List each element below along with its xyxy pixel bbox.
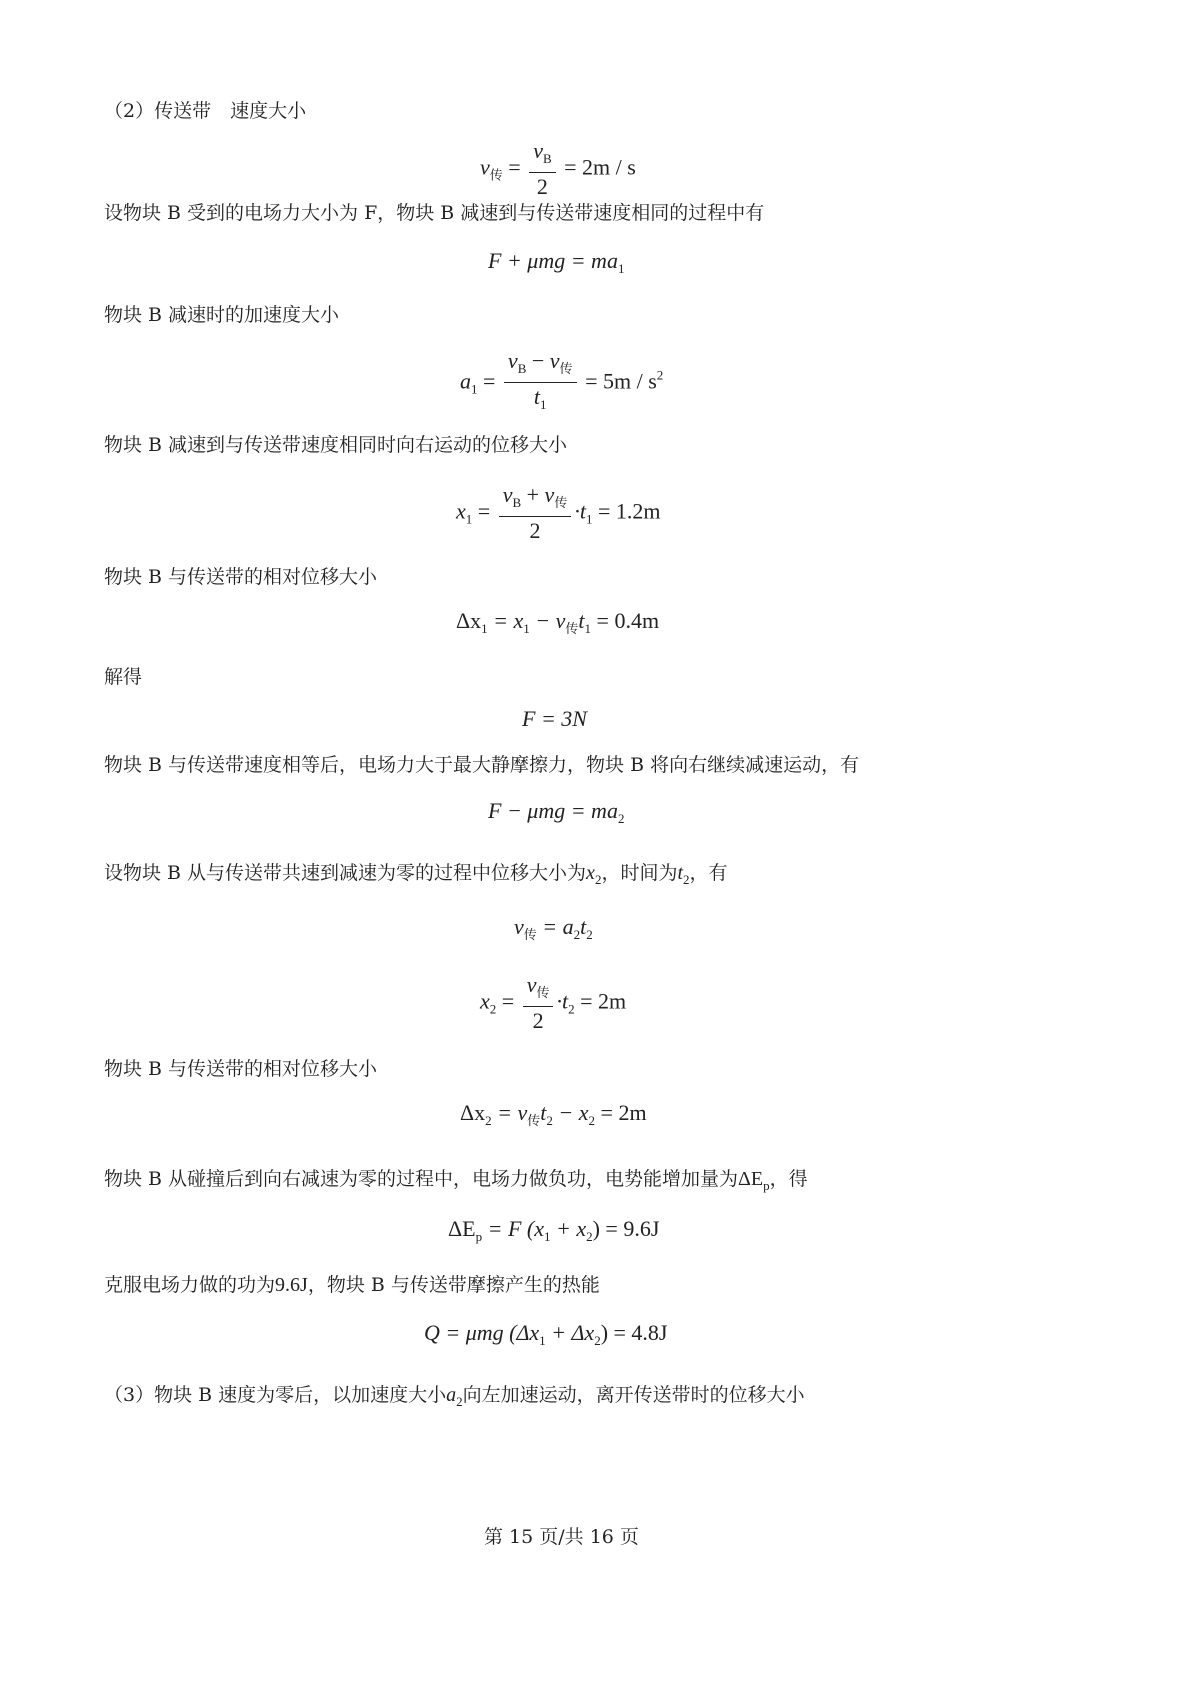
text-deceleration: 物块 B 减速时的加速度大小 [104, 304, 340, 326]
text-relative-displacement-1: 物块 B 与传送带的相对位移大小 [104, 566, 378, 588]
page-footer: 第 15 页/共 16 页 [484, 1526, 639, 1548]
text-displacement-1: 物块 B 减速到与传送带速度相同时向右运动的位移大小 [104, 434, 568, 456]
equation-heat: Q = μmg $(\Delta x_1 + \Delta x_2) = 4.8J$ [424, 1320, 668, 1348]
text-work-heat: 克服电场力做的功为9.6J，物块 B 与传送带摩擦产生的热能 [104, 1274, 600, 1296]
equation-newton-2: $F - \mu mg = ma_2$ [488, 798, 625, 826]
section-2-heading: （2）传送带 速度大小 [104, 100, 307, 122]
section-3-text: （3）物块 B 速度为零后，以加速度大小$a_2$向左加速运动，离开传送带时的位移大小 [104, 1384, 805, 1409]
equation-potential-energy: $\Delta E_p = F$ $(x_1 + x_2) = 9.6J$ [448, 1216, 660, 1244]
equation-displacement-1: $x_1$ = $\frac{v_B + v_传}{2}$ $\cdot t_1 = 1.2m$ [456, 482, 661, 543]
equation-accel-1: $a_1$ = $\frac{v_B - v_传}{t_1}$ = $5m / s^2$ [460, 348, 664, 412]
equation-relative-displacement-2: $\Delta x_2 = v_传t_2 - x_2 = 2m$ [460, 1100, 647, 1128]
text-solve: 解得 [104, 666, 143, 688]
text-potential-energy: 物块 B 从碰撞后到向右减速为零的过程中，电场力做负功，电势能增加量为$\Delta E_p$，得 [104, 1168, 808, 1193]
equation-displacement-2: $x_2$ = $\frac{v_传}{2}$ $\cdot t_2 = 2m$ [480, 972, 627, 1033]
equation-belt-speed: $v_传$ = $\frac{v_B}{2}$ = 2m / s [480, 138, 636, 199]
text-relative-displacement-2: 物块 B 与传送带的相对位移大小 [104, 1058, 378, 1080]
equation-newton-1: $F + \mu mg = ma_1$ [488, 248, 625, 276]
equation-time-2: $v_传 = a_2t_2$ [514, 914, 593, 942]
text-assume-x2-t2: 设物块 B 从与传送带共速到减速为零的过程中位移大小为$x_2$，时间为$t_2$，有 [104, 862, 728, 887]
text-continue-decel: 物块 B 与传送带速度相等后，电场力大于最大静摩擦力，物块 B 将向右继续减速运动，有 [104, 754, 860, 776]
equation-relative-displacement-1: $\Delta x_1 = x_1 - v_传t_1 = 0.4m$ [456, 608, 660, 636]
text-assume-force: 设物块 B 受到的电场力大小为 F，物块 B 减速到与传送带速度相同的过程中有 [104, 202, 765, 224]
equation-force-result: F = 3N [522, 706, 587, 731]
